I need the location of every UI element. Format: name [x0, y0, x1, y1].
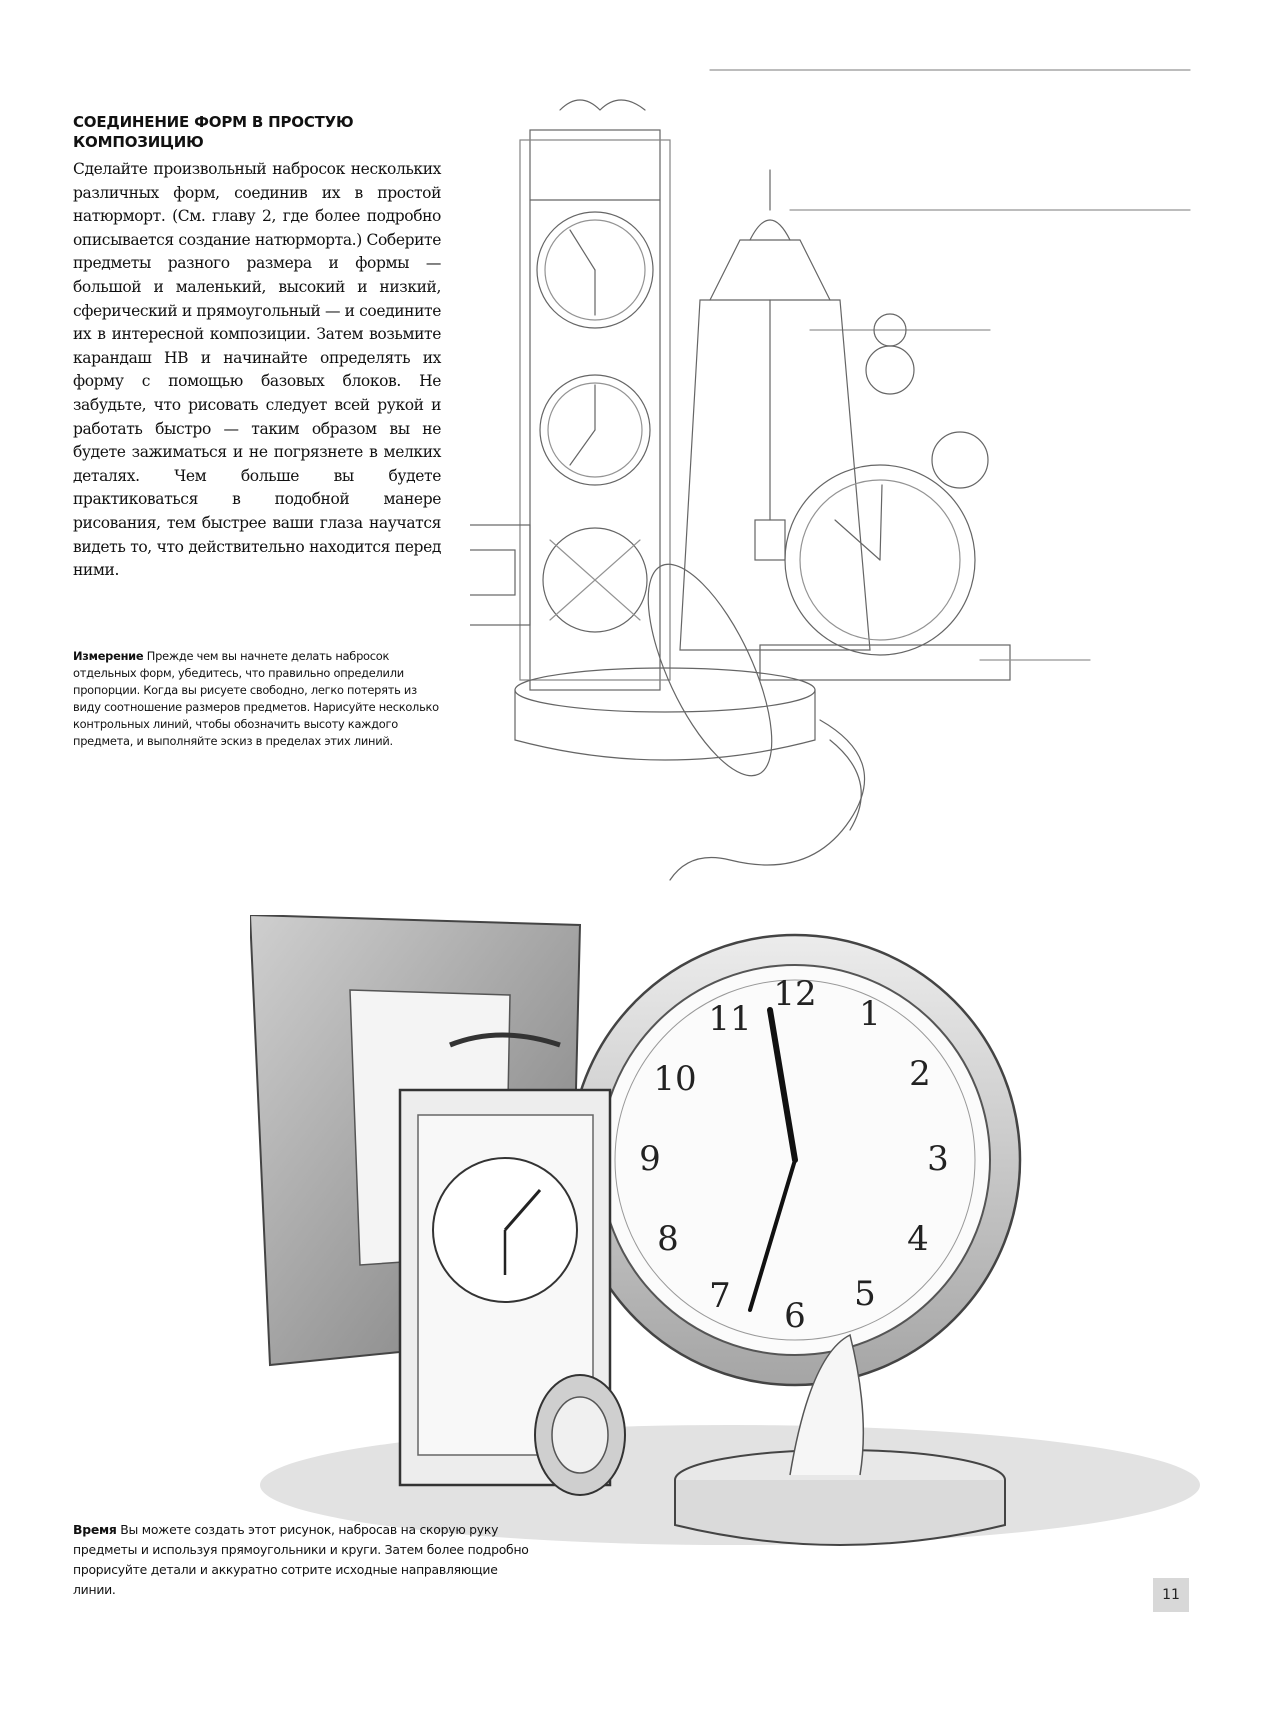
clock-numeral-7: 7	[709, 1276, 731, 1316]
clock-numeral-6: 6	[784, 1296, 806, 1336]
time-caption-text: Вы можете создать этот рисунок, набросав на скорую руку предметы и используя прямоугольники и круги. Затем более подробно прорисуйте детали и аккуратно сотрите исходные направляющие линии.	[73, 1522, 529, 1597]
clock-numeral-5: 5	[854, 1274, 876, 1314]
clock-numeral-9: 9	[639, 1139, 661, 1179]
clock-numeral-8: 8	[657, 1219, 679, 1259]
clock-numeral-1: 1	[859, 994, 881, 1034]
clock-numeral-10: 10	[653, 1059, 697, 1099]
measure-caption-text: Прежде чем вы начнете делать набросок отдельных форм, убедитесь, что правильно определили пропорции. Когда вы рисуете свободно, легко потерять из виду соотношение размеров предметов. Нарисуйте несколько контрольных линий, чтобы обозначить высоту каждого предмета, и выполняйте эскиз в пределах этих линий.	[73, 649, 439, 748]
clock-numeral-3: 3	[927, 1139, 949, 1179]
time-caption	[73, 1520, 533, 1600]
main-text-block	[73, 112, 441, 583]
time-caption-lead: Время	[73, 1522, 117, 1537]
section-title: СОЕДИНЕНИЕ ФОРМ В ПРОСТУЮ КОМПОЗИЦИЮ	[73, 113, 354, 151]
top-sketch-illustration	[470, 60, 1230, 920]
body-paragraph: Сделайте произвольный набросок нескольких различных форм, соединив их в простой натюрморт. (См. главу 2, где более подробно описывается создание натюрморта.) Соберите предметы разного размера и формы — большой и маленький, высокий и низкий, сферический и прямоугольный — и соедините их в интересной композиции. Затем возьмите карандаш HB и начинайте определять их форму с помощью базовых блоков. Не забудьте, что рисовать следует всей рукой и работать быстро — таким образом вы не будете зажиматься и не погрязнете в мелких деталях. Чем больше вы будете практиковаться в подобной манере рисования, тем быстрее ваши глаза научатся видеть то, что действительно находится перед ними.	[73, 160, 441, 580]
page-number: 11	[1162, 1587, 1180, 1603]
measure-caption	[73, 648, 445, 750]
measure-caption-lead: Измерение	[73, 649, 144, 663]
bottom-sketch-illustration	[250, 915, 1210, 1555]
clock-numeral-11: 11	[708, 999, 752, 1039]
page-number-box	[1153, 1578, 1189, 1612]
clock-numeral-4: 4	[907, 1219, 929, 1259]
clock-numeral-12: 12	[773, 974, 817, 1014]
clock-numeral-2: 2	[909, 1054, 931, 1094]
